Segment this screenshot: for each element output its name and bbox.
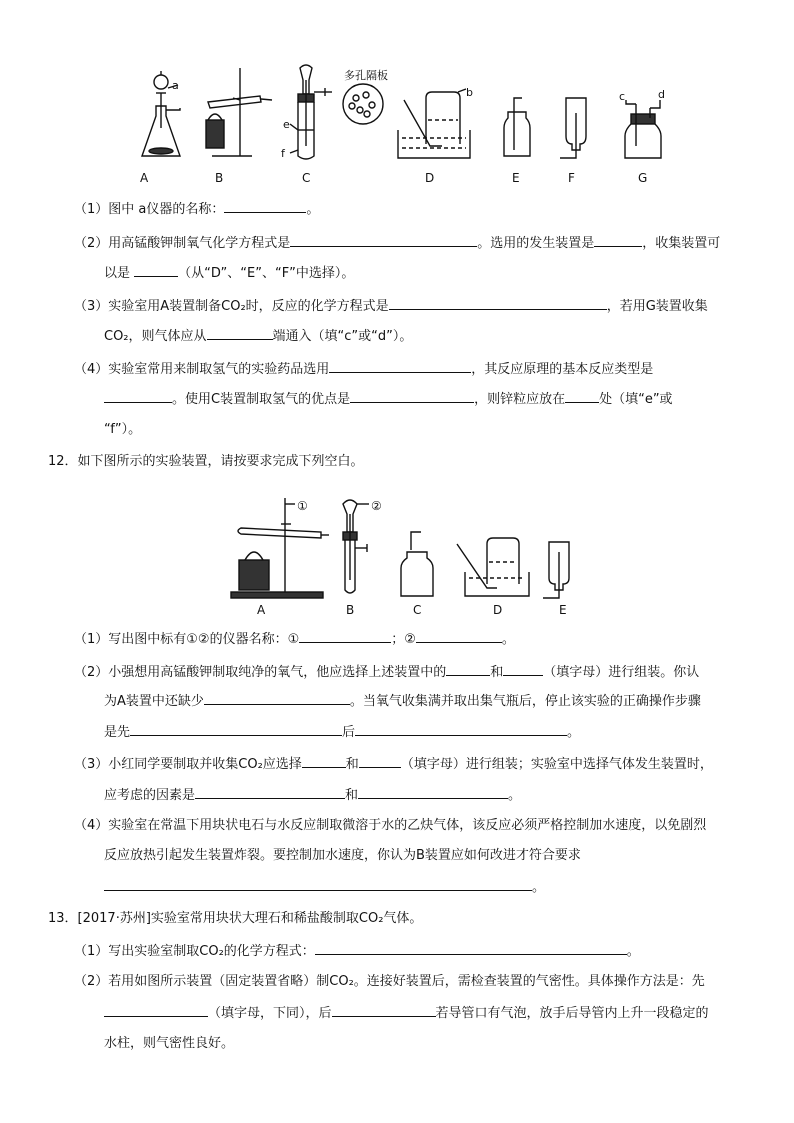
q12-part1: （1）写出图中标有①②的仪器名称：① ；② 。 [74,628,515,650]
q11-p2-blank-3[interactable] [134,262,178,277]
figure1-label-b: B [215,171,224,185]
apparatus-e-bottle [504,98,530,156]
apparatus-figure-2 [225,492,585,618]
q12-p3-blank-3[interactable] [195,784,345,799]
figure1-label-c: C [302,171,311,185]
callout-e: e [283,118,290,131]
apparatus-2e-bottle [543,542,569,598]
figure2-label-b: B [346,603,355,617]
q13-part2-line1: （2）若用如图所示装置（固定装置省略）制CO₂。连接好装置后，需检查装置的气密性。具体操作方法是：先 [74,974,705,989]
q12-p2-blank-1[interactable] [446,661,490,676]
q12-p2-blank-5[interactable] [355,721,567,736]
q12-p4-blank-1[interactable] [104,876,532,891]
q11-part3-line2: CO₂，则气体应从 端通入（填“c”或“d”）。 [104,325,412,347]
q11-p4-blank-1[interactable] [329,358,471,373]
figure2-label-a: A [257,603,266,617]
q12-p1-blank-1[interactable] [299,628,391,643]
apparatus-g-bottle [625,100,661,158]
q13-part2-line2: （填字母，下同），后 若导管口有气泡，放手后导管内上升一段稳定的 [104,1002,709,1024]
q12-p3-blank-2[interactable] [359,753,401,768]
q11-p2-blank-2[interactable] [594,232,642,247]
q11-p3-blank-2[interactable] [207,325,273,340]
figure1-label-g: G [638,171,648,185]
q11-part4-line2: 。使用C装置制取氢气的优点是 ，则锌粒应放在 处（填“e”或 [104,388,673,410]
q12-part4-line1: （4）实验室在常温下用块状电石与水反应制取微溶于水的乙炔气体，该反应必须严格控制加水速度，以免剧烈 [74,818,707,833]
q12-part3-line1: （3）小红同学要制取并收集CO₂应选择 和 （填字母）进行组装；实验室中选择气体发生装置时， [74,753,713,775]
q13-p2-blank-2[interactable] [332,1002,436,1017]
q12-title: 12．如下图所示的实验装置，请按要求完成下列空白。 [48,454,364,469]
apparatus-d-trough [398,92,470,158]
apparatus-b-heating [206,68,272,156]
q12-part3-line2: 应考虑的因素是 和 。 [104,784,521,806]
q13-p1-blank[interactable] [315,940,627,955]
q12-part4-line3: 。 [104,876,545,898]
q13-p2-blank-1[interactable] [104,1002,208,1017]
figure2-label-d: D [493,603,503,617]
figure1-label-d: D [425,171,435,185]
apparatus-f-bottle [560,98,586,158]
callout-b: b [466,86,473,99]
apparatus-2a-heating [231,498,329,598]
q12-p3-blank-4[interactable] [358,784,508,799]
q12-part2-line3: 是先 后 。 [104,721,580,743]
q11-part1: （1）图中 a仪器的名称： 。 [74,198,319,220]
q11-p2-blank-1[interactable] [290,232,477,247]
q12-part2-line2: 为A装置中还缺少 。当氧气收集满并取出集气瓶后，停止该实验的正确操作步骤 [104,690,701,712]
callout-c: c [619,90,626,103]
q11-part2-line2: 以是 （从“D”、“E”、“F”中选择）。 [104,262,354,284]
q12-p2-blank-4[interactable] [130,721,342,736]
figure1-label-f: F [568,171,575,185]
figure1-label-e: E [512,171,520,185]
callout-d: d [658,88,665,101]
q11-p4-blank-4[interactable] [565,388,599,403]
q12-p3-blank-1[interactable] [302,753,346,768]
q12-p1-blank-2[interactable] [416,628,502,643]
q12-p2-blank-3[interactable] [204,690,350,705]
figure2-label-e: E [559,603,567,617]
q13-title: 13．[2017·苏州]实验室常用块状大理石和稀盐酸制取CO₂气体。 [48,911,423,926]
q11-part4-line3: “f”）。 [104,422,142,437]
callout-1: ① [297,499,308,513]
apparatus-2b-tube [343,500,369,593]
apparatus-figure-1 [120,58,700,188]
q11-part4-line1: （4）实验室常用来制取氢气的实验药品选用 ，其反应原理的基本反应类型是 [74,358,653,380]
apparatus-2c-bottle [401,532,433,596]
q11-p4-blank-2[interactable] [104,388,172,403]
callout-f: f [281,147,285,160]
q13-part2-line3: 水柱，则气密性良好。 [104,1036,235,1051]
q12-part2-line1: （2）小强想用高锰酸钾制取纯净的氧气，他应选择上述装置中的 和 （填字母）进行组装。你认 [74,661,699,683]
q11-p1-blank[interactable] [224,198,306,213]
callout-plate: 多孔隔板 [344,69,388,82]
q11-p3-blank-1[interactable] [389,295,607,310]
q12-part4-line2: 反应放热引起发生装置炸裂。要控制加水速度，你认为B装置应如何改进才符合要求 [104,848,581,863]
callout-a: a [172,79,179,92]
q11-part2-line1: （2）用高锰酸钾制氧气化学方程式是 。选用的发生装置是 ，收集装置可 [74,232,720,254]
figure1-label-a: A [140,171,149,185]
apparatus-2d-trough [457,538,529,596]
q13-part1: （1）写出实验室制取CO₂的化学方程式： 。 [74,940,640,962]
callout-2: ② [371,499,382,513]
q12-p2-blank-2[interactable] [503,661,543,676]
figure2-label-c: C [413,603,422,617]
q11-p4-blank-3[interactable] [350,388,474,403]
q11-part3-line1: （3）实验室用A装置制备CO₂时，反应的化学方程式是 ，若用G装置收集 [74,295,708,317]
